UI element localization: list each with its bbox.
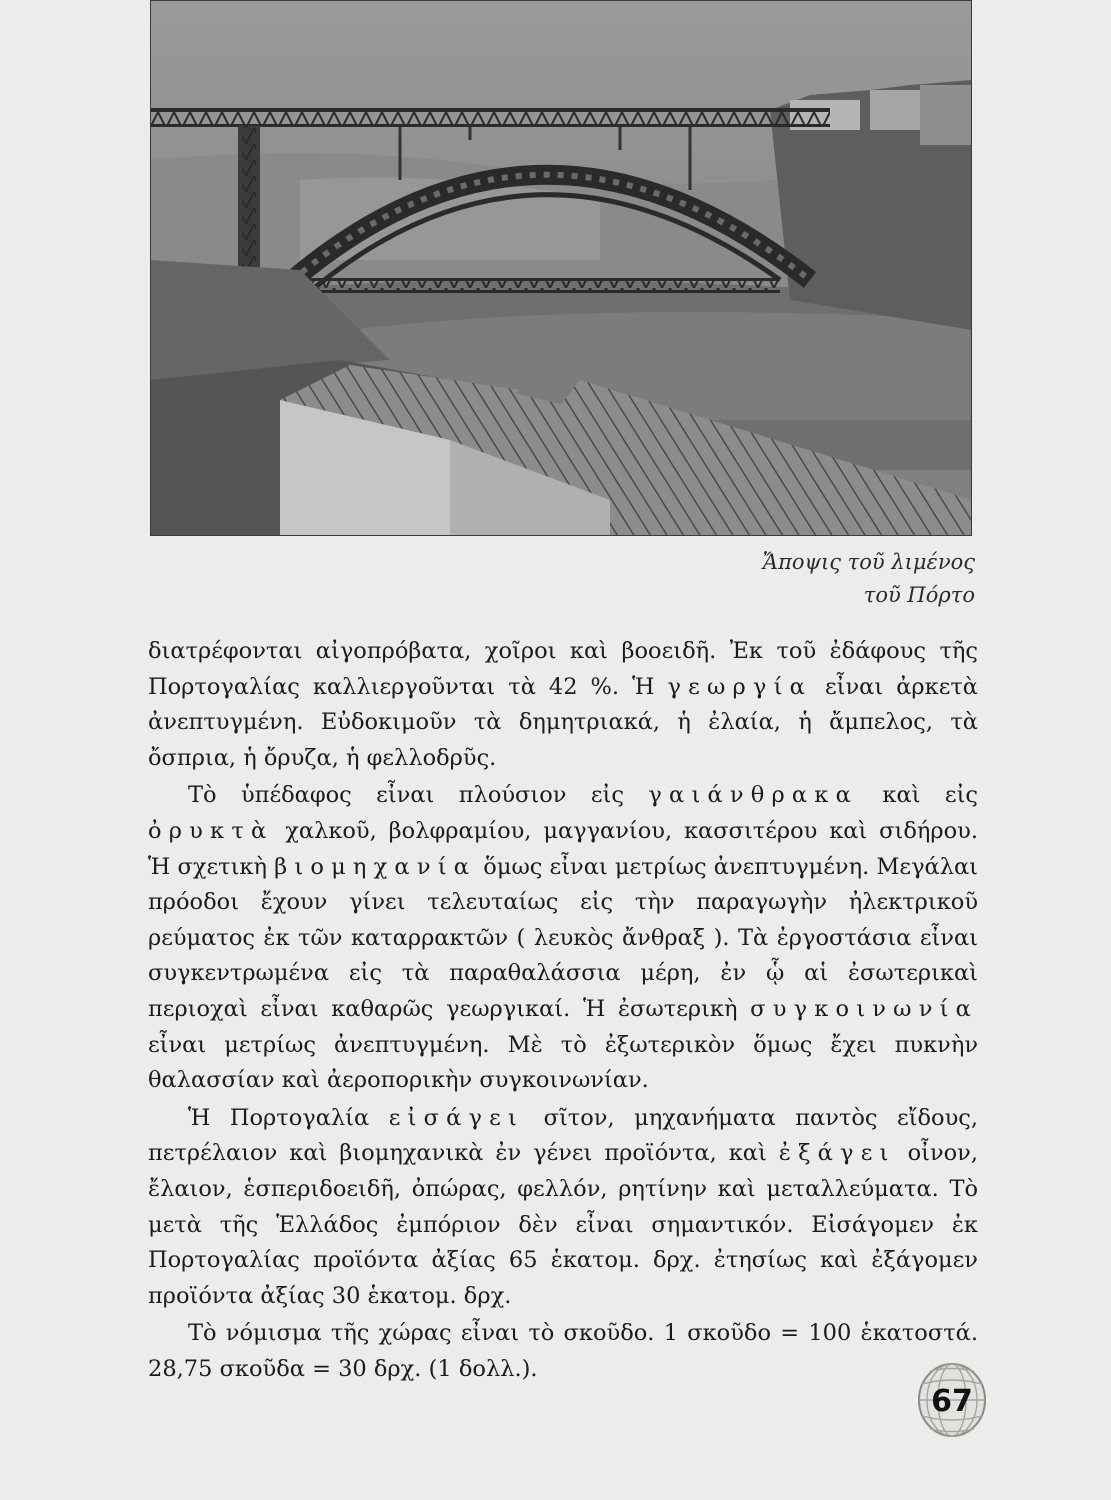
caption-line-2: τοῦ Πόρτο <box>863 583 975 607</box>
photo-caption <box>700 546 975 612</box>
emphasized-term: εἰσάγει <box>388 1104 525 1131</box>
text-run: Τὸ νόμισμα τῆς χώρας εἶναι τὸ σκοῦδο. 1 σκοῦδο = 100 ἑκατοστά. 28,75 σκοῦδα = 30 δρχ. (1 δολλ.). <box>148 1320 978 1382</box>
text-run: χαλκοῦ, βολφραμίου, μαγγανίου, κασσιτέρου καὶ σιδήρου. Ἡ σχετικὴ <box>148 817 978 880</box>
paragraph-agriculture <box>148 634 978 776</box>
caption-line-1: Ἄποψις τοῦ λιμένος <box>762 550 975 574</box>
text-run: Τὸ ὑπέδαφος εἶναι πλούσιον εἰς <box>188 782 649 809</box>
page-number-badge <box>916 1362 988 1440</box>
text-run: οἶνον, ἔλαιον, ἑσπεριδοειδῆ, ὀπώρας, φελλόν, ρητίνην καὶ μεταλλεύματα. Τὸ μετὰ τῆς Ἑλλάδος ἐμπόριον δὲν εἶναι σημαντικόν. Εἰσάγομεν ἐκ Πορτογαλίας προϊόντα ἀξίας 65 ἑκατομ. δρχ. ἐτησίως καὶ ἐξάγομεν προϊόντα ἀξίας 30 ἑκατομ. δρχ. <box>148 1140 978 1309</box>
text-run: καὶ εἰς <box>857 782 978 809</box>
text-run: εἶναι μετρίως ἀνεπτυγμένη. Μὲ τὸ ἐξωτερικὸν ὅμως ἔχει πυκνὴν θαλασσίαν καὶ ἀεροπορικὴν συγκοινωνίαν. <box>148 1031 978 1094</box>
bridge-illustration <box>150 0 972 536</box>
page-number: 67 <box>931 1384 973 1419</box>
body-text <box>148 634 978 1387</box>
emphasized-term: γεωργία <box>667 673 812 700</box>
text-run: εἶναι ἀρκετὰ ἀνεπτυγμένη. Εὐδοκιμοῦν τὰ δημητριακά, ἡ ἐλαία, ἡ ἄμπελος, τὰ ὄσπρια, ἡ ὄρυζα, ἡ φελλοδρῦς. <box>148 673 978 771</box>
paragraph-industry <box>148 778 978 1098</box>
paragraph-currency <box>148 1316 978 1387</box>
emphasized-term: ὀρυκτὰ <box>148 817 274 844</box>
paragraph-trade <box>148 1101 978 1315</box>
emphasized-term: βιομηχανία <box>274 853 477 880</box>
text-run: ὅμως εἶναι μετρίως ἀνεπτυγμένη. Μεγάλαι πρόοδοι ἔχουν γίνει τελευταίως εἰς τὴν παραγωγὴν ἠλεκτρικοῦ ρεύματος ἐκ τῶν καταρρακτῶν ( λευκὸς ἄνθραξ ). Τὰ ἐργοστάσια εἶναι συγκεντρωμένα εἰς τὰ παραθαλάσσια μέρη, ἐν ᾧ αἱ ἐσωτερικαὶ περιοχαὶ εἶναι καθαρῶς γεωργικαί. Ἡ ἐσωτερικὴ <box>148 853 979 1022</box>
emphasized-term: συγκοινωνία <box>750 995 978 1022</box>
text-run: διατρέφονται αἰγοπρόβατα, χοῖροι καὶ βοοειδῆ. Ἐκ τοῦ ἐδάφους τῆς Πορτογαλίας καλλιεργοῦνται τὰ 42 %. Ἡ <box>148 638 978 700</box>
text-run: σῖτον, μηχανήματα παντὸς εἴδους, πετρέλαιον καὶ βιομηχανικὰ ἐν γένει προϊόντα, καὶ <box>148 1104 979 1167</box>
emphasized-term: γαιάνθρακα <box>648 782 858 809</box>
text-run: Ἡ Πορτογαλία <box>188 1104 389 1131</box>
emphasized-term: ἐξάγει <box>778 1140 896 1167</box>
harbour-photo <box>150 0 972 536</box>
